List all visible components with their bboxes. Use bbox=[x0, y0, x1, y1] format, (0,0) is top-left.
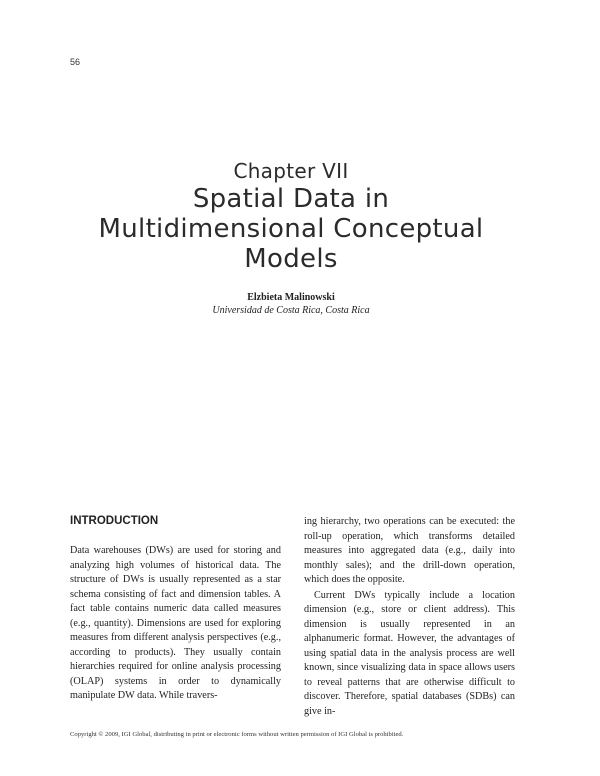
copyright-footer: Copyright © 2009, IGI Global, distributing in print or electronic forms without written permission of IGI Global is prohibited. bbox=[70, 731, 404, 738]
chapter-title-line: Models bbox=[244, 244, 338, 274]
page-number: 56 bbox=[70, 57, 81, 67]
body-column-right bbox=[304, 515, 515, 719]
chapter-title-line: Multidimensional Conceptual bbox=[98, 214, 484, 244]
body-column-left bbox=[70, 544, 281, 704]
chapter-header bbox=[0, 158, 582, 274]
body-paragraph: Data warehouses (DWs) are used for storing and analyzing high volumes of historical data. The structure of DWs is usually represented as a star schema consisting of fact and dimension tables. A fact table contains numeric data called measures (e.g., quantity). Dimensions are used for exploring measures from different analysis perspectives (e.g., according to products). They usually contain hierarchies required for online analysis processing (OLAP) systems in order to dynamically manipulate DW data. While travers- bbox=[70, 545, 281, 701]
section-heading: INTRODUCTION bbox=[70, 515, 159, 527]
chapter-title-line: Spatial Data in bbox=[192, 184, 390, 214]
chapter-title bbox=[0, 184, 582, 274]
chapter-label: Chapter VII bbox=[233, 159, 349, 183]
body-paragraph: Current DWs typically include a location dimension (e.g., store or client address). This dimension is usually represented in an alphanumeric format. However, the advantages of using spatial data in the analysis process are well known, since visualizing data in space allows users to reveal patterns that are otherwise difficult to discover. Therefore, spatial databases (SDBs) can give in- bbox=[304, 589, 515, 717]
author-affiliation: Universidad de Costa Rica, Costa Rica bbox=[212, 305, 370, 316]
body-paragraph: ing hierarchy, two operations can be executed: the roll-up operation, which transforms detailed measures into aggregated data (e.g., daily into monthly sales); and the drill-down operation, which does the opposite. bbox=[304, 516, 515, 585]
author-block bbox=[0, 291, 582, 317]
author-name: Elzbieta Malinowski bbox=[247, 292, 335, 303]
